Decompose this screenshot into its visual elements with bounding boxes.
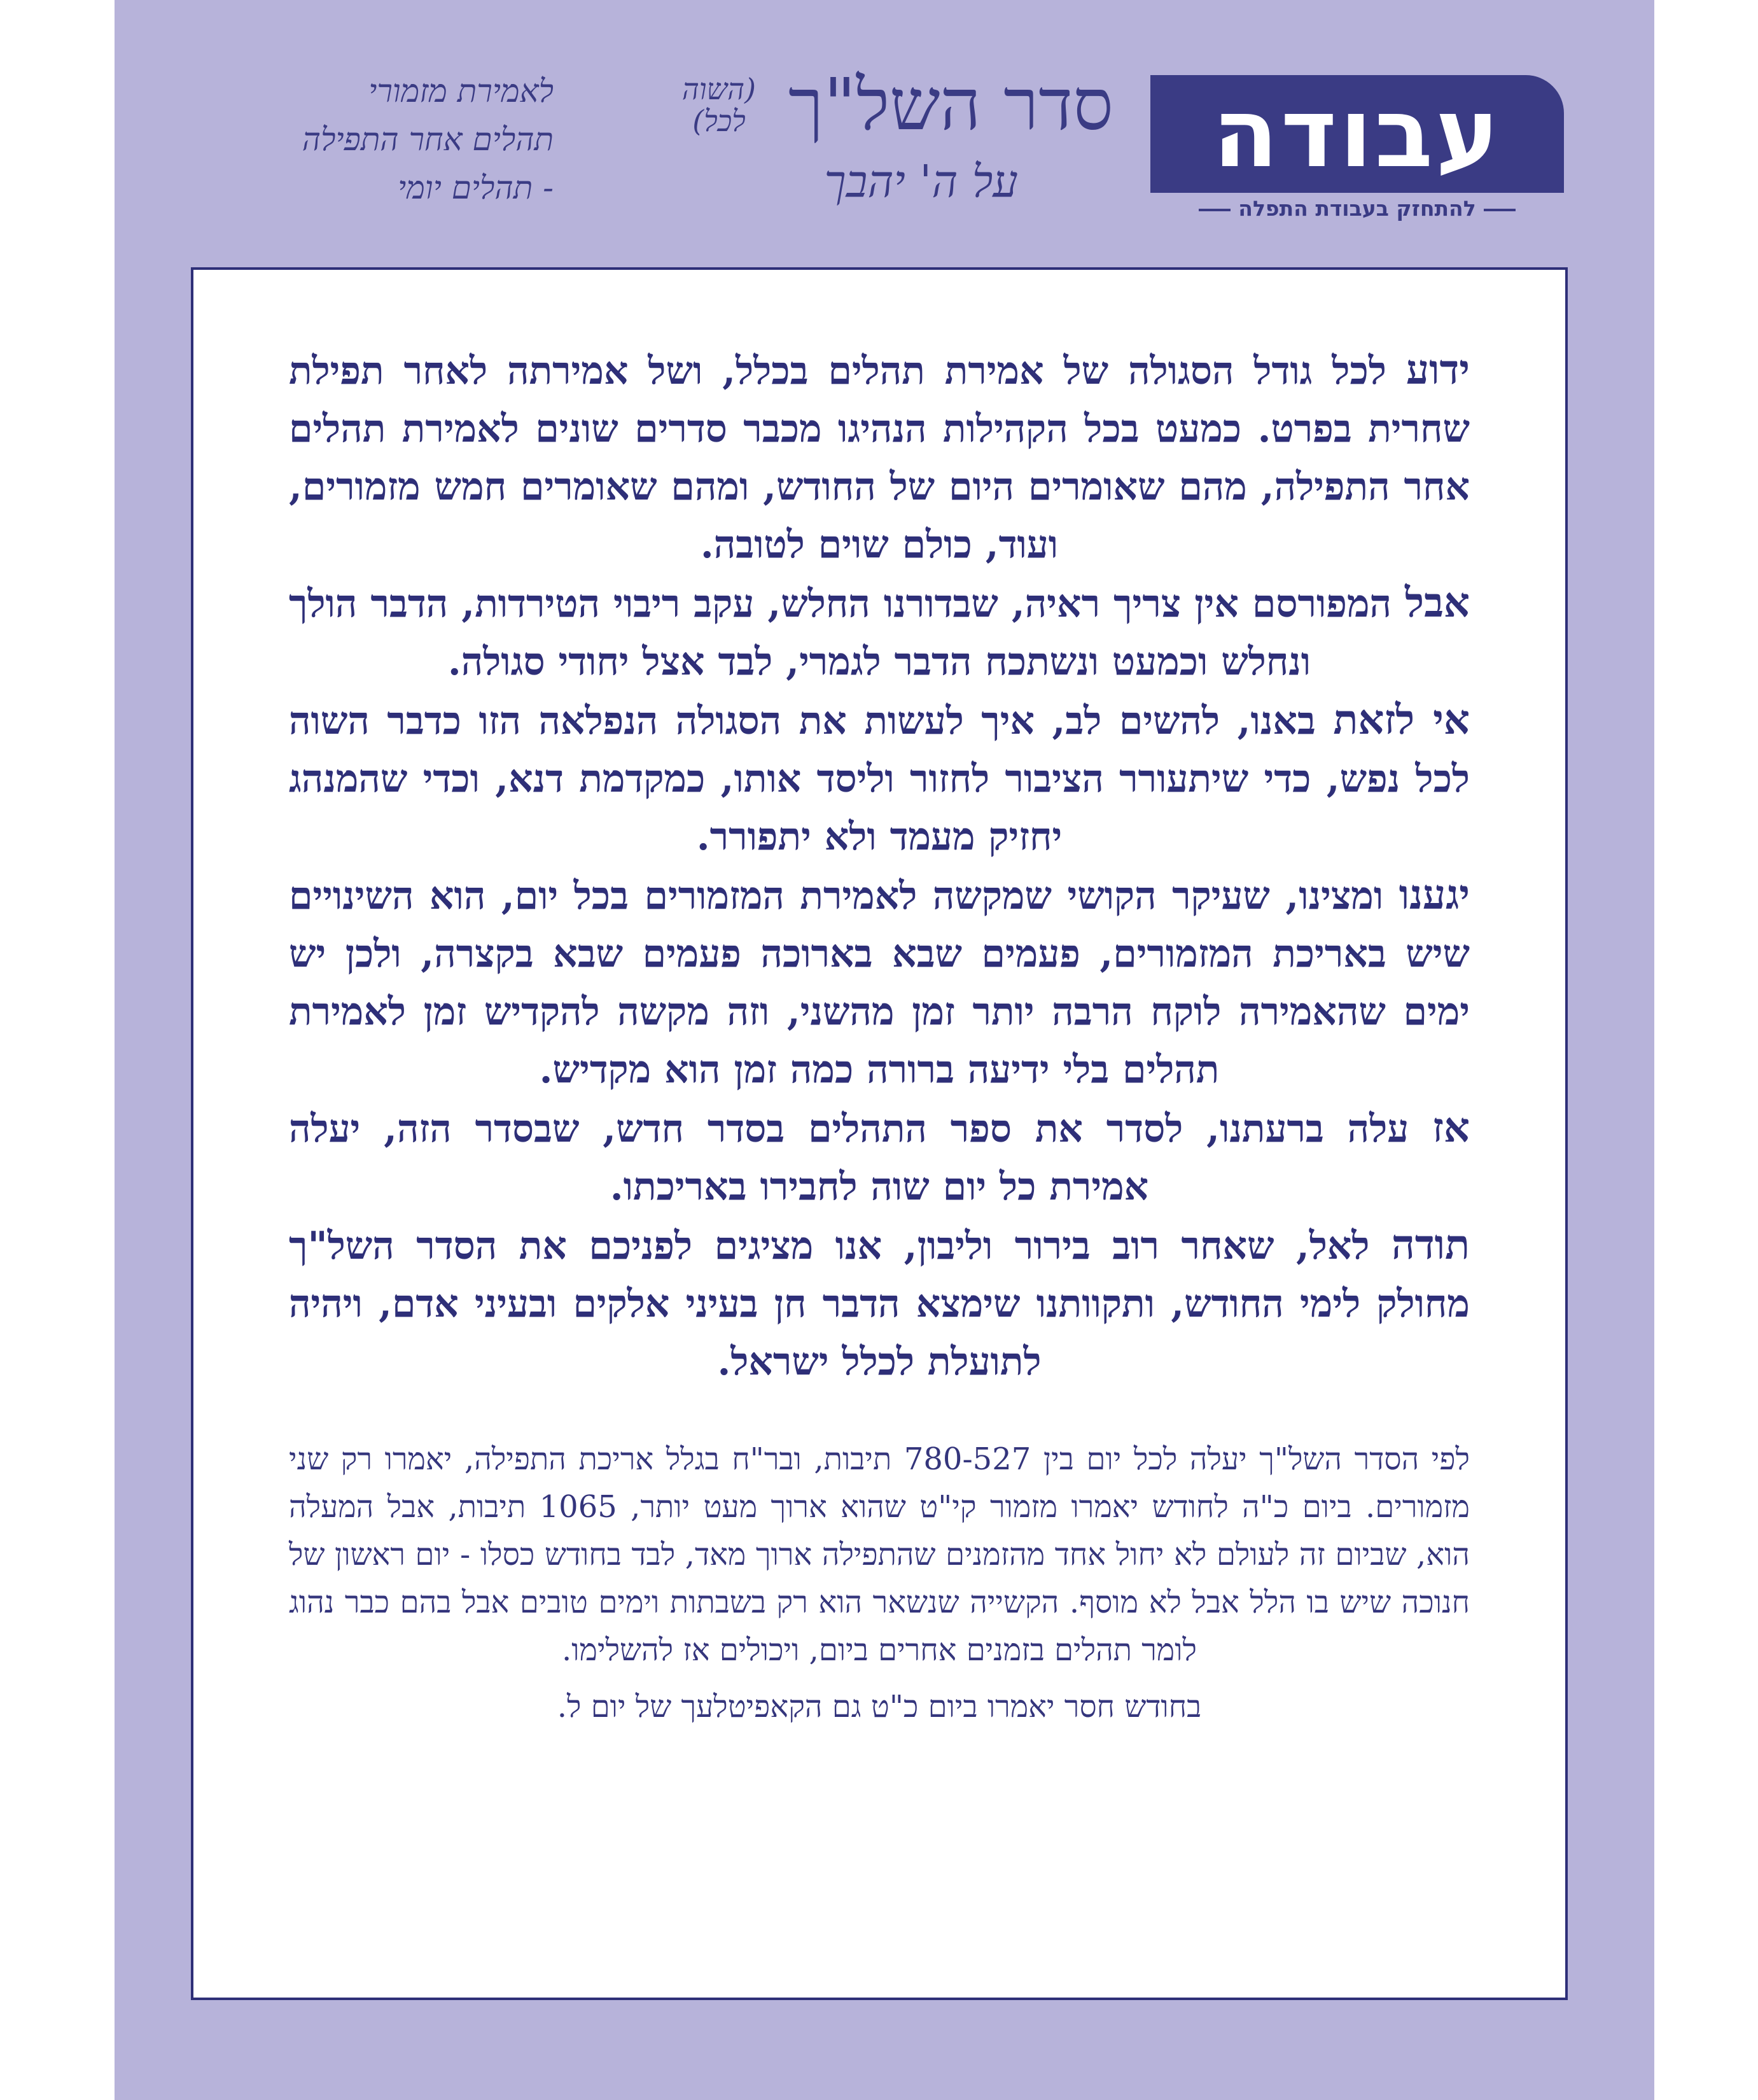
paragraph-lead: אז [1432, 1104, 1470, 1152]
paragraph-text: עלה ברעתנו, לסדר את ספר התהלים בסדר חדש, שבסדר הזה, יעלה אמירת כל יום שוה לחבירו באריכתו. [289, 1107, 1433, 1209]
content-panel [191, 267, 1568, 2000]
paragraph-text: לכל גודל הסגולה של אמירת תהלים בכלל, ושל אמירתה לאחר תפילת שחרית בפרט. כמעט בכל הקהילות הנהיגו מכבר סדרים שונים לאמירת תהלים אחר התפילה, מהם שאומרים היום של החודש, ומהם שאומרים חמש מזמורים, ועוד, כולם שוים לטובה. [289, 349, 1470, 567]
tagline-dash-left [1199, 209, 1231, 211]
paragraph-lead: תודה [1392, 1221, 1470, 1269]
title-side-note: (השוה לכל) [681, 72, 757, 138]
paragraph [289, 574, 1470, 691]
paragraph [289, 691, 1470, 866]
side-note-line: תהלים אחר התפילה [302, 121, 554, 158]
title-main: סדר השל"ך [788, 64, 1113, 146]
tagline-dash-right [1484, 209, 1516, 211]
paragraph-lead: יגענו [1399, 871, 1470, 919]
side-note-line: - תהלים יומי [398, 169, 554, 206]
paragraph [289, 866, 1470, 1099]
avoda-logo [1150, 75, 1564, 221]
paragraph [289, 1099, 1470, 1216]
paragraph-lead: ידוע [1406, 346, 1470, 394]
logo-tagline: להתחזק בעבודת התפלה [1238, 196, 1476, 221]
paragraph-lead: אבל [1405, 579, 1470, 627]
title-subtitle: על ה' יהבך [824, 155, 1018, 207]
title-block [668, 60, 1113, 213]
logo-tagline-row [1150, 196, 1564, 221]
paragraph-text: באנו, להשים לב, איך לעשות את הסגולה הנפלאה הזו כדבר השוה לכל נפש, כדי שיתעורר הציבור לחזור וליסד אותו, כמקדמת דנא, וכדי שהמנהג יחזיק מעמד ולא יתפורר. [289, 699, 1470, 859]
note-paragraph: לפי הסדר השל"ך יעלה לכל יום בין 780-527 תיבות, ובר"ח בגלל אריכת התפילה, יאמרו רק שני מזמורים. ביום כ"ה לחודש יאמרו מזמור קי"ט שהוא ארוך מעט יותר, 1065 תיבות, אבל המעלה הוא, שביום זה לעולם לא יחול אחד מהזמנים שהתפילה ארוך מאד, לבד בחודש כסלו - יום ראשון של חנוכה שיש בו הלל אבל לא מוסף. הקשייה שנשאר הוא רק בשבתות וימים טובים אבל בהם כבר נהוג לומר תהלים בזמנים אחרים ביום, ויכולים אז להשלימו. [289, 1441, 1470, 1668]
paragraph-text: לאל, שאחר רוב בירור וליבון, אנו מציגים לפניכם את הסדר השל"ך מחולק לימי החודש, ותקוותנו שימצא הדבר חן בעיני אלקים ובעיני אדם, ויהיה לתועלת לכלל ישראל. [289, 1224, 1470, 1384]
paragraph [289, 1216, 1470, 1391]
paragraph-text: המפורסם אין צריך ראיה, שבדורנו החלש, עקב ריבוי הטירדות, הדבר הולך ונחלש וכמעט ונשתכח הדבר לגמרי, לבד אצל יחודי סגולה. [289, 582, 1406, 684]
notes-section [289, 1436, 1470, 1731]
paragraph-text: ומצינו, שעיקר הקושי שמקשה לאמירת המזמורים בכל יום, הוא השינויים שיש באריכת המזמורים, פעמים שבא בארוכה פעמים שבא בקצרה, ולכן יש ימים שהאמירה לוקח הרבה יותר זמן מהשני, וזה מקשה להקדיש זמן לאמירת תהלים בלי ידיעה ברורה כמה זמן הוא מקדיש. [289, 874, 1470, 1092]
logo-word: עבודה [1212, 78, 1502, 189]
paragraph [289, 341, 1470, 574]
side-note-line: לאמירת מזמורי [368, 73, 554, 109]
note-paragraph: בחודש חסר יאמרו ביום כ"ט גם הקאפיטלעך של יום ל. [557, 1689, 1202, 1725]
content-body [289, 341, 1470, 1731]
side-note [197, 67, 554, 212]
paragraph-lead: אי לזאת [1333, 696, 1470, 744]
page-frame [115, 0, 1654, 2100]
